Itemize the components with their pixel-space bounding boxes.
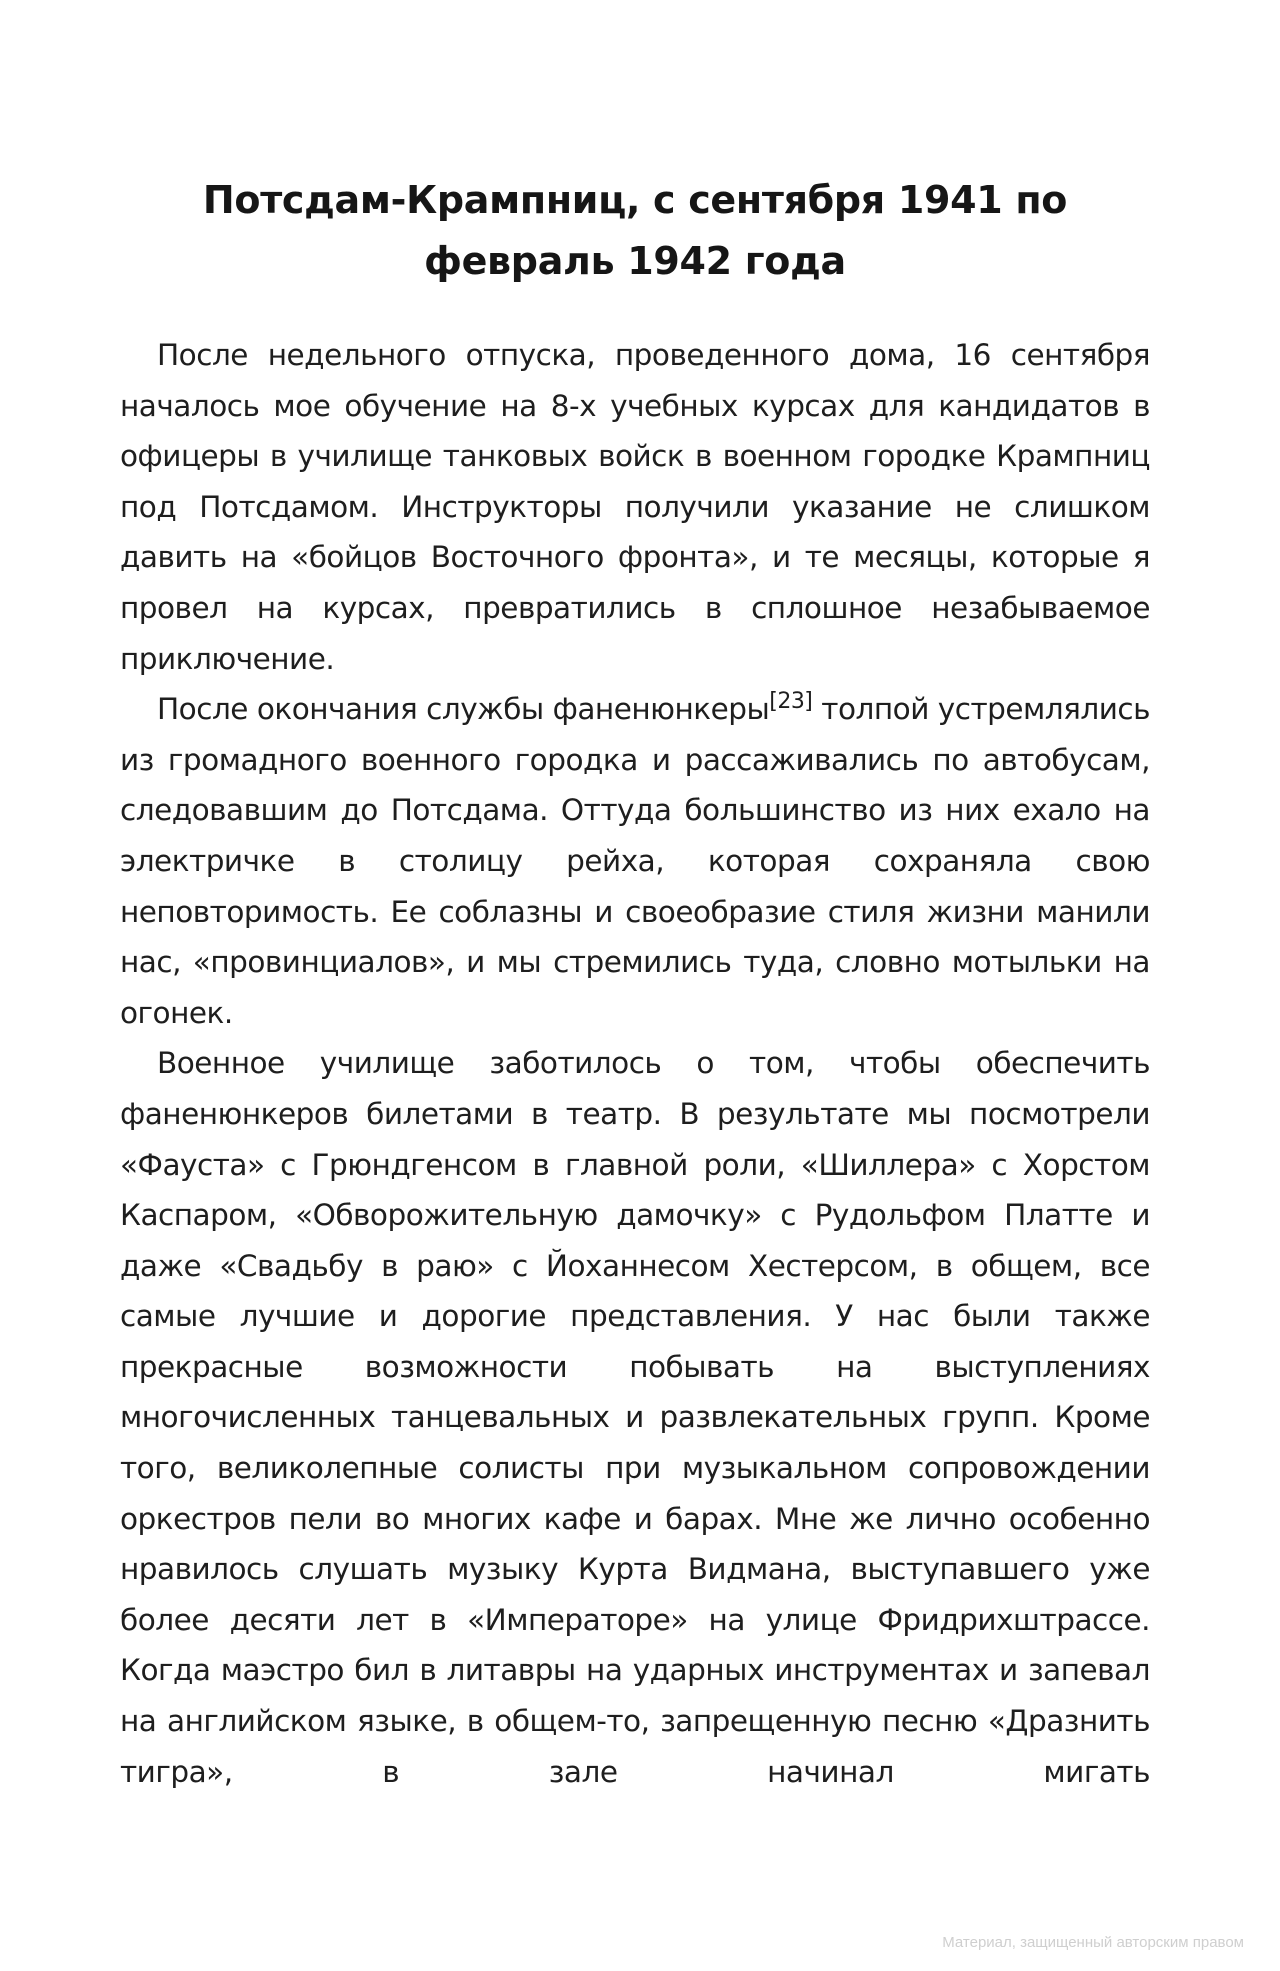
paragraph-2-text-end: толпой устремлялись из громадного военного городка и рассаживались по автобусам, следовавшим до Потсдама. Оттуда большинство из них ехало на электричке в столицу рейха, которая сохраняла свою неповторимость. Ее соблазны и своеобразие стиля жизни манили нас, «провинциалов», и мы стремились туда, словно мотыльки на огонек. — [120, 692, 1150, 1030]
paragraph-2 — [120, 684, 1150, 1038]
chapter-title: Потсдам-Крампниц, с сентября 1941 по февраль 1942 года — [202, 178, 1068, 283]
paragraph-1: После недельного отпуска, проведенного дома, 16 сентября началось мое обучение на 8-х учебных курсах для кандидатов в офицеры в училище танковых войск в военном городке Крампниц под Потсдамом. Инструкторы получили указание не слишком давить на «бойцов Восточного фронта», и те месяцы, которые я провел на курсах, превратились в сплошное незабываемое приключение. — [120, 338, 1150, 676]
copyright-watermark: Материал, защищенный авторским правом — [942, 1934, 1244, 1951]
book-page — [120, 170, 1150, 1797]
paragraph-2-text-start: После окончания службы фаненюнкеры — [157, 692, 770, 727]
footnote-reference[interactable]: [23] — [769, 689, 813, 715]
paragraph-3: Военное училище заботилось о том, чтобы обеспечить фаненюнкеров билетами в театр. В результате мы посмотрели «Фауста» с Грюндгенсом в главной роли, «Шиллера» с Хорстом Каспаром, «Обворожительную дамочку» с Рудольфом Платте и даже «Свадьбу в раю» с Йоханнесом Хестерсом, в общем, все самые лучшие и дорогие представления. У нас были также прекрасные возможности побывать на выступлениях многочисленных танцевальных и развлекательных групп. Кроме того, великолепные солисты при музыкальном сопровождении оркестров пели во многих кафе и барах. Мне же лично особенно нравилось слушать музыку Курта Видмана, выступавшего уже более десяти лет в «Императоре» на улице Фридрихштрассе. Когда маэстро бил в литавры на ударных инструментах и запевал на английском языке, в общем-то, запрещенную песню «Дразнить тигра», в зале начинал мигать — [120, 1046, 1150, 1789]
